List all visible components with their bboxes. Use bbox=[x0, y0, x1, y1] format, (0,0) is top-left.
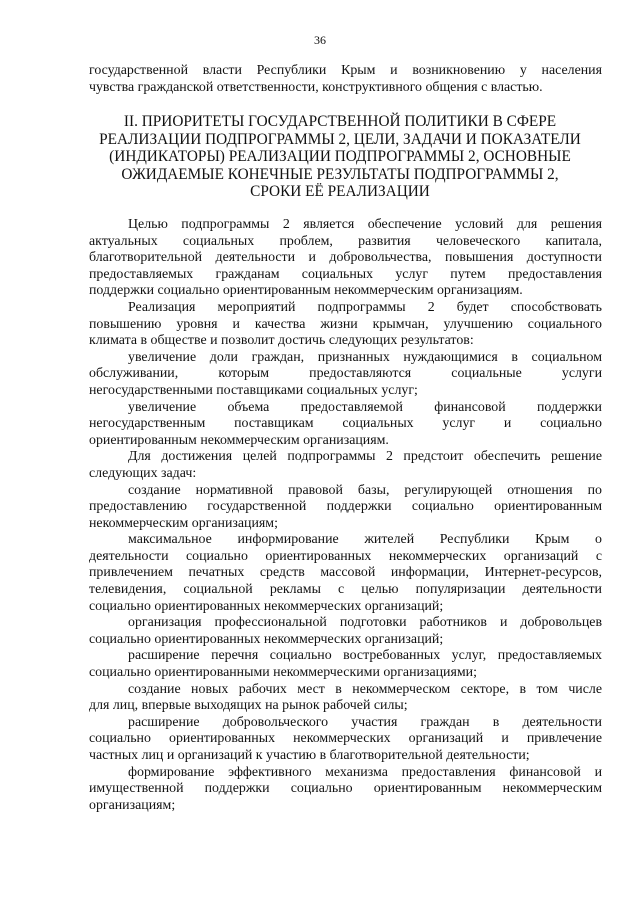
text-line: следующих задач: bbox=[89, 465, 197, 481]
text-line: создание новых рабочих мест в некоммерческом секторе, в том числе bbox=[128, 681, 602, 697]
text-line: некоммерческим организациям; bbox=[89, 515, 278, 531]
text-line: телевидения, социальной рекламы с целью популяризации деятельности bbox=[89, 582, 602, 598]
text-line: Для достижения целей подпрограммы 2 предстоит обеспечить решение bbox=[128, 449, 602, 465]
heading-line: ОЖИДАЕМЫЕ КОНЕЧНЫЕ РЕЗУЛЬТАТЫ ПОДПРОГРАММЫ 2, bbox=[121, 165, 559, 183]
text-line: деятельности социально ориентированных некоммерческих организаций с bbox=[89, 548, 602, 564]
text-line: социально ориентированных некоммерческих организаций и привлечение bbox=[89, 731, 602, 747]
text-line: создание нормативной правовой базы, регулирующей отношения по bbox=[128, 482, 602, 498]
text-line: имущественной поддержки социально ориентированным некоммерческим bbox=[89, 781, 602, 797]
text-line: негосударственным поставщикам социальных услуг и социально bbox=[89, 416, 602, 432]
text-line: социально ориентированными некоммерческими организациями; bbox=[89, 665, 477, 681]
text-line: поддержки социально ориентированным некоммерческим организациям. bbox=[89, 283, 523, 299]
text-line: Целью подпрограммы 2 является обеспечение условий для решения bbox=[128, 217, 602, 232]
text-line: организациям; bbox=[89, 797, 176, 813]
text-line: расширение перечня социально востребованных услуг, предоставляемых bbox=[128, 648, 602, 664]
text-line: Реализация мероприятий подпрограммы 2 будет способствовать bbox=[128, 299, 602, 315]
text-line: увеличение объема предоставляемой финансовой поддержки bbox=[128, 399, 602, 415]
text-line: повышению уровня и качества жизни крымчан, улучшению социального bbox=[89, 316, 602, 332]
text-line: климата в обществе и позволит достичь следующих результатов: bbox=[89, 333, 474, 349]
section-heading bbox=[70, 113, 610, 201]
page-number: 36 bbox=[314, 33, 326, 47]
heading-line: II. ПРИОРИТЕТЫ ГОСУДАРСТВЕННОЙ ПОЛИТИКИ В СФЕРЕ bbox=[123, 113, 557, 130]
text-line: для лиц, впервые выходящих на рынок рабочей силы; bbox=[89, 698, 408, 714]
text-line: негосударственными поставщиками социальных услуг; bbox=[89, 382, 418, 398]
text-line: актуальных социальных проблем, развития человеческого капитала, bbox=[89, 233, 602, 249]
text-line: ориентированным некоммерческим организациям. bbox=[89, 432, 389, 448]
text-line: социально ориентированных некоммерческих организаций; bbox=[89, 598, 444, 614]
text-line: обслуживании, которым предоставляются социальные услуги bbox=[89, 366, 602, 382]
heading-line: (ИНДИКАТОРЫ) РЕАЛИЗАЦИИ ПОДПРОГРАММЫ 2, ОСНОВНЫЕ bbox=[109, 148, 571, 166]
body-text bbox=[89, 217, 602, 814]
text-line: благотворительной деятельности и добровольчества, повышения доступности bbox=[89, 250, 602, 266]
heading-line: СРОКИ ЕЁ РЕАЛИЗАЦИИ bbox=[250, 183, 430, 201]
text-line: предоставлению государственной поддержки социально ориентированным bbox=[89, 499, 602, 515]
intro-paragraph bbox=[89, 63, 602, 96]
text-line: организация профессиональной подготовки работников и добровольцев bbox=[128, 615, 602, 631]
text-line: расширение добровольческого участия граждан в деятельности bbox=[128, 714, 602, 730]
text-line: чувства гражданской ответственности, конструктивного общения с властью. bbox=[89, 79, 543, 95]
text-line: частных лиц и организаций к участию в благотворительной деятельности; bbox=[89, 748, 530, 763]
text-line: увеличение доли граждан, признанных нуждающимися в социальном bbox=[128, 349, 602, 365]
text-line: формирование эффективного механизма предоставления финансовой и bbox=[128, 764, 602, 780]
text-line: привлечением печатных средств массовой информации, Интернет-ресурсов, bbox=[89, 565, 602, 581]
text-line: предоставляемых гражданам социальных услуг путем предоставления bbox=[89, 266, 602, 282]
text-line: социально ориентированных некоммерческих организаций; bbox=[89, 631, 444, 647]
heading-line: РЕАЛИЗАЦИИ ПОДПРОГРАММЫ 2, ЦЕЛИ, ЗАДАЧИ И ПОКАЗАТЕЛИ bbox=[99, 130, 581, 148]
text-line: максимальное информирование жителей Республики Крым о bbox=[128, 532, 602, 548]
text-line: государственной власти Республики Крым и возникновению у населения bbox=[89, 63, 602, 78]
